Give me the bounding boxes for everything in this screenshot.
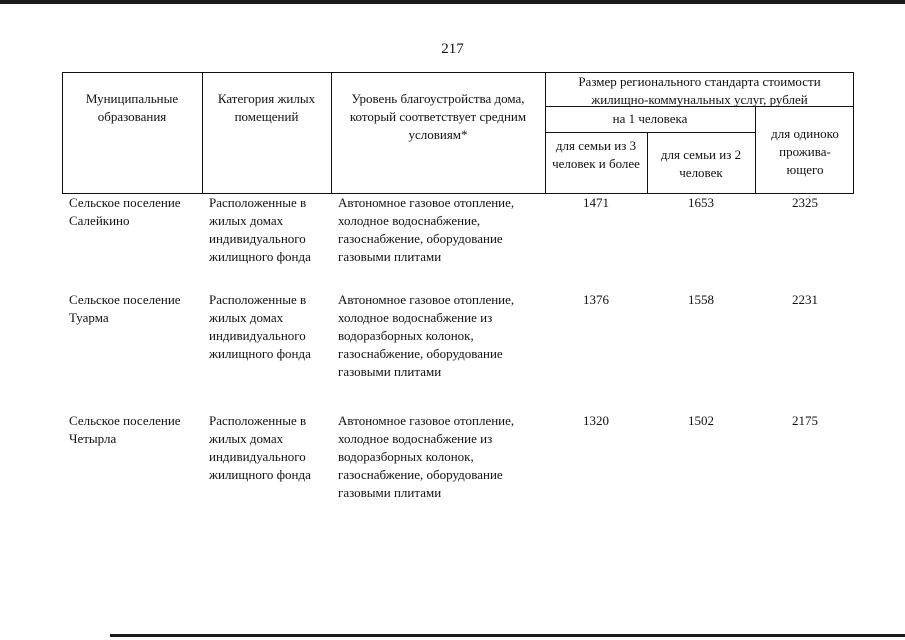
row-category: Расположенные в жилых домах индивидуального жилищного фонда bbox=[209, 195, 311, 264]
row-single-value: 2231 bbox=[792, 292, 818, 307]
row-level: Автономное газовое отопление, холодное водоснабжение, газоснабжение, оборудование газовыми плитами bbox=[338, 195, 515, 264]
row-family2-value: 1653 bbox=[688, 195, 714, 210]
header-single: для одиноко прожива-ющего bbox=[771, 126, 839, 177]
header-family3: для семьи из 3 человек и более bbox=[552, 138, 640, 171]
header-per-person: на 1 человека bbox=[612, 111, 688, 126]
header-standard: Размер регионального стандарта стоимости жилищно-коммунальных услуг, рублей bbox=[578, 74, 821, 107]
page-number: 217 bbox=[441, 41, 464, 57]
row-family3-value: 1376 bbox=[583, 292, 609, 307]
header-municipality: Муниципальные образования bbox=[85, 91, 179, 124]
header-family2: для семьи из 2 человек bbox=[660, 147, 742, 180]
top-border-line bbox=[0, 0, 905, 4]
header-divider bbox=[202, 72, 203, 194]
bottom-border-line bbox=[110, 634, 905, 637]
header-divider bbox=[331, 72, 332, 194]
row-family2-value: 1558 bbox=[688, 292, 714, 307]
row-municipality: Сельское поселение Туарма bbox=[69, 292, 181, 325]
header-category: Категория жилых помещений bbox=[217, 91, 316, 124]
header-divider bbox=[545, 72, 546, 194]
row-municipality: Сельское поселение Четырла bbox=[69, 413, 181, 446]
row-family3-value: 1320 bbox=[583, 413, 609, 428]
row-level: Автономное газовое отопление, холодное водоснабжение из водоразборных колонок, газоснабжение, оборудование газовыми плитами bbox=[338, 292, 515, 379]
header-divider bbox=[545, 132, 755, 133]
row-level: Автономное газовое отопление, холодное водоснабжение из водоразборных колонок, газоснабжение, оборудование газовыми плитами bbox=[338, 413, 515, 500]
row-category: Расположенные в жилых домах индивидуального жилищного фонда bbox=[209, 292, 311, 361]
header-divider bbox=[647, 132, 648, 194]
row-family2-value: 1502 bbox=[688, 413, 714, 428]
row-family3-value: 1471 bbox=[583, 195, 609, 210]
row-category: Расположенные в жилых домах индивидуального жилищного фонда bbox=[209, 413, 311, 482]
row-single-value: 2175 bbox=[792, 413, 818, 428]
row-single-value: 2325 bbox=[792, 195, 818, 210]
header-level: Уровень благоустройства дома, который соответствует средним условиям* bbox=[349, 91, 527, 142]
row-municipality: Сельское поселение Салейкино bbox=[69, 195, 181, 228]
header-divider bbox=[755, 106, 756, 194]
